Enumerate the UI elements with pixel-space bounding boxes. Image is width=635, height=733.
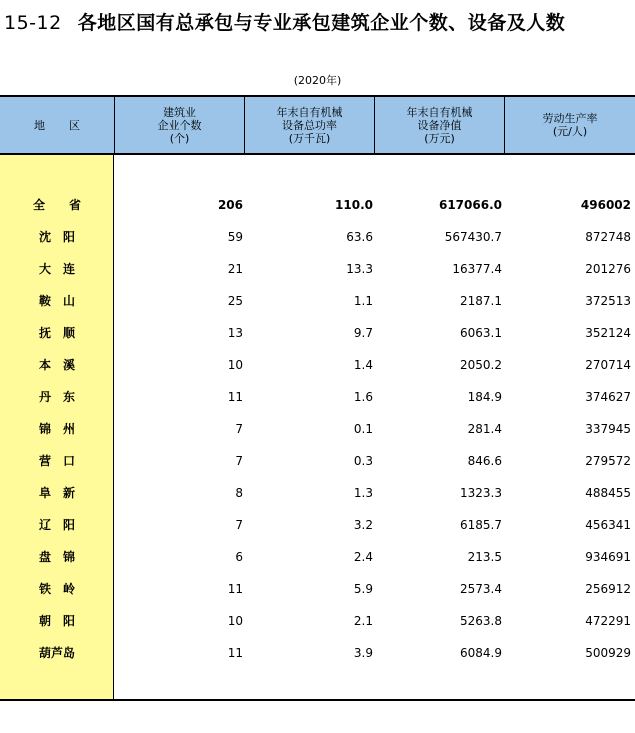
table-title-text: 各地区国有总承包与专业承包建筑企业个数、设备及人数 <box>77 12 566 34</box>
table-row <box>0 509 635 541</box>
cell-power: 9.7 <box>353 326 373 340</box>
cell-power: 13.3 <box>346 262 373 276</box>
cell-productivity: 456341 <box>585 518 631 532</box>
header-productivity <box>504 97 635 153</box>
region-name: 沈 阳 <box>38 230 75 244</box>
table-row <box>0 605 635 637</box>
cell-power: 3.9 <box>353 646 373 660</box>
cell-productivity: 934691 <box>585 550 631 564</box>
cell-productivity: 488455 <box>585 486 631 500</box>
table-row <box>0 573 635 605</box>
table-row <box>0 477 635 509</box>
table-bottom-rule <box>0 699 635 701</box>
header-productivity-unit: (元/人) <box>552 125 588 138</box>
cell-productivity: 372513 <box>585 294 631 308</box>
cell-power: 1.6 <box>353 390 373 404</box>
cell-productivity: 872748 <box>585 230 631 244</box>
header-region <box>0 97 114 153</box>
cell-productivity: 201276 <box>585 262 631 276</box>
cell-productivity: 337945 <box>585 422 631 436</box>
header-power-line1: 年末自有机械 <box>276 105 343 119</box>
cell-enterprises: 21 <box>227 262 243 276</box>
header-region-char2: 区 <box>69 118 80 132</box>
cell-power: 0.3 <box>353 454 373 468</box>
cell-power: 2.1 <box>353 614 373 628</box>
cell-enterprises: 10 <box>227 614 243 628</box>
cell-enterprises: 7 <box>235 422 243 436</box>
table-row <box>0 317 635 349</box>
region-name: 葫芦岛 <box>38 646 75 660</box>
region-name: 营 口 <box>38 454 75 468</box>
cell-enterprises: 25 <box>227 294 243 308</box>
table-title <box>4 8 565 35</box>
region-name: 大 连 <box>38 262 75 276</box>
header-net-value-line1: 年末自有机械 <box>406 105 473 119</box>
header-net-value-line2: 设备净值 <box>417 118 462 132</box>
cell-enterprises: 6 <box>235 550 243 564</box>
cell-power: 2.4 <box>353 550 373 564</box>
cell-power: 110.0 <box>335 198 373 212</box>
cell-productivity: 374627 <box>585 390 631 404</box>
cell-productivity: 500929 <box>585 646 631 660</box>
table-row <box>0 445 635 477</box>
region-name: 辽 阳 <box>38 518 75 532</box>
cell-net-value: 5263.8 <box>460 614 502 628</box>
table-row <box>0 541 635 573</box>
cell-productivity: 256912 <box>585 582 631 596</box>
cell-net-value: 281.4 <box>467 422 502 436</box>
table-number: 15-12 <box>4 12 62 34</box>
cell-net-value: 16377.4 <box>452 262 502 276</box>
cell-net-value: 1323.3 <box>460 486 502 500</box>
cell-power: 1.3 <box>353 486 373 500</box>
cell-net-value: 2573.4 <box>460 582 502 596</box>
region-name: 抚 顺 <box>38 326 75 340</box>
region-name: 锦 州 <box>38 422 75 436</box>
table-row-total <box>0 189 635 221</box>
region-name: 阜 新 <box>38 486 75 500</box>
cell-power: 0.1 <box>353 422 373 436</box>
cell-power: 63.6 <box>346 230 373 244</box>
cell-enterprises: 11 <box>227 582 243 596</box>
region-name: 铁 岭 <box>38 582 75 596</box>
table-row <box>0 253 635 285</box>
header-power-unit: (万千瓦) <box>288 131 331 145</box>
cell-power: 3.2 <box>353 518 373 532</box>
header-enterprises <box>114 97 244 153</box>
region-name: 丹 东 <box>38 390 75 404</box>
table-row <box>0 221 635 253</box>
cell-enterprises: 7 <box>235 454 243 468</box>
header-power <box>244 97 374 153</box>
cell-net-value: 6063.1 <box>460 326 502 340</box>
cell-enterprises: 7 <box>235 518 243 532</box>
cell-net-value: 6084.9 <box>460 646 502 660</box>
table-row <box>0 381 635 413</box>
table-row <box>0 637 635 669</box>
cell-power: 1.4 <box>353 358 373 372</box>
cell-net-value: 617066.0 <box>438 198 502 212</box>
cell-productivity: 496002 <box>580 198 631 212</box>
cell-productivity: 472291 <box>585 614 631 628</box>
cell-power: 1.1 <box>353 294 373 308</box>
cell-productivity: 279572 <box>585 454 631 468</box>
cell-net-value: 184.9 <box>467 390 502 404</box>
cell-net-value: 6185.7 <box>460 518 502 532</box>
table-row <box>0 413 635 445</box>
cell-enterprises: 8 <box>235 486 243 500</box>
cell-net-value: 2187.1 <box>460 294 502 308</box>
region-name: 鞍 山 <box>38 294 75 308</box>
region-name: 盘 锦 <box>38 550 75 564</box>
cell-enterprises: 206 <box>217 198 243 212</box>
header-enterprises-line1: 建筑业 <box>163 105 196 119</box>
year-note: (2020年) <box>293 74 342 87</box>
cell-net-value: 567430.7 <box>444 230 502 244</box>
cell-enterprises: 11 <box>227 646 243 660</box>
cell-enterprises: 13 <box>227 326 243 340</box>
header-productivity-line1: 劳动生产率 <box>542 112 598 125</box>
header-power-line2: 设备总功率 <box>282 118 337 132</box>
region-name: 本 溪 <box>38 358 75 372</box>
header-enterprises-line2: 企业个数 <box>157 118 202 132</box>
header-enterprises-unit: (个) <box>169 131 190 145</box>
cell-net-value: 2050.2 <box>460 358 502 372</box>
cell-enterprises: 11 <box>227 390 243 404</box>
header-region-char1: 地 <box>34 118 45 132</box>
table-header <box>0 95 635 155</box>
header-net-value-unit: (万元) <box>424 131 455 145</box>
cell-net-value: 213.5 <box>467 550 502 564</box>
cell-power: 5.9 <box>353 582 373 596</box>
cell-enterprises: 59 <box>227 230 243 244</box>
table-row <box>0 285 635 317</box>
cell-enterprises: 10 <box>227 358 243 372</box>
header-net-value <box>374 97 504 153</box>
region-name: 全 省 <box>32 198 81 212</box>
cell-productivity: 352124 <box>585 326 631 340</box>
cell-net-value: 846.6 <box>467 454 502 468</box>
table-row <box>0 349 635 381</box>
cell-productivity: 270714 <box>585 358 631 372</box>
region-name: 朝 阳 <box>38 614 75 628</box>
